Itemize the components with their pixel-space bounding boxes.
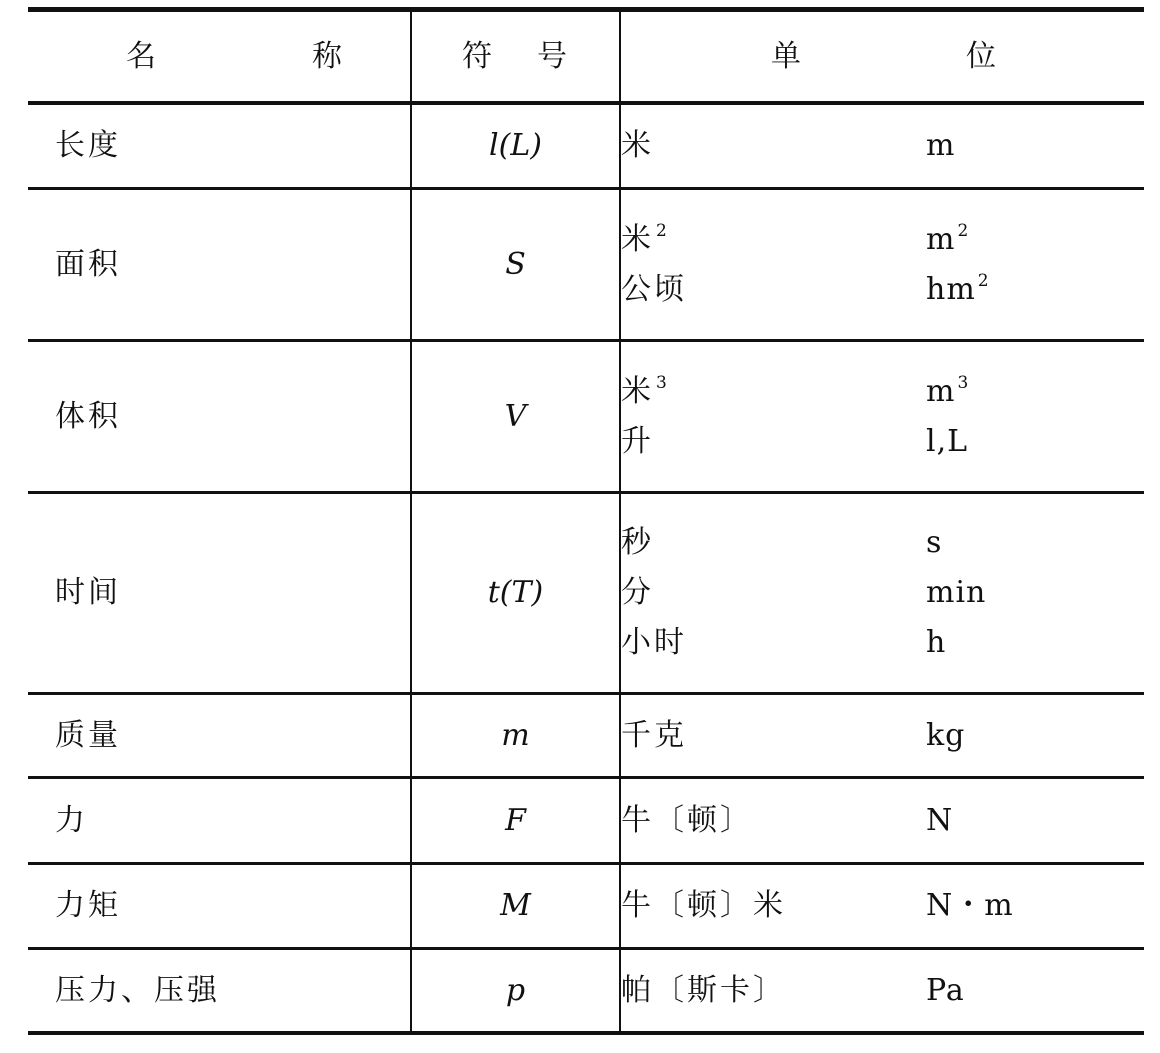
table-row xyxy=(28,949,1144,1034)
unit-symbol-text: s xyxy=(926,525,943,560)
table-row xyxy=(28,864,1144,949)
quantity-name-cell xyxy=(28,949,411,1034)
table-row xyxy=(28,493,1144,694)
unit-symbol-text: m xyxy=(926,128,956,163)
unit-cell xyxy=(620,949,1144,1034)
unit-symbol-text: hm xyxy=(926,271,976,307)
unit-cell xyxy=(620,778,1144,864)
quantity-symbol-cell xyxy=(411,778,620,864)
unit-symbol xyxy=(926,518,942,568)
quantity-symbol-cell xyxy=(411,103,620,189)
unit-symbol-text: N xyxy=(926,802,954,838)
quantity-name: 长度 xyxy=(55,128,121,163)
unit-cell xyxy=(620,103,1144,189)
unit-symbol xyxy=(926,711,965,761)
quantity-symbol-cell xyxy=(411,189,620,341)
quantity-name-cell xyxy=(28,778,411,864)
unit-chinese-name xyxy=(621,796,926,846)
unit-symbol xyxy=(926,881,1014,931)
unit-chinese-name xyxy=(621,121,926,171)
unit-chinese-text: 分 xyxy=(621,575,654,610)
quantity-name-cell xyxy=(28,694,411,778)
quantity-name: 力 xyxy=(55,802,88,838)
unit-symbol-text: h xyxy=(926,625,947,660)
unit-cell xyxy=(620,189,1144,341)
table-body xyxy=(28,103,1144,1033)
unit-line xyxy=(621,618,1144,668)
quantity-symbol-cell xyxy=(411,864,620,949)
unit-chinese-name xyxy=(621,711,926,761)
quantity-name-cell xyxy=(28,493,411,694)
unit-chinese-text: 米 xyxy=(621,221,654,257)
header-unit-char: 位 xyxy=(966,38,996,74)
quantity-name: 时间 xyxy=(55,575,121,610)
unit-symbol xyxy=(926,618,946,668)
unit-line xyxy=(621,518,1144,568)
unit-chinese-name xyxy=(621,568,926,618)
quantity-name-cell xyxy=(28,341,411,493)
table-row xyxy=(28,341,1144,493)
quantity-name: 压力、压强 xyxy=(55,972,220,1008)
unit-line xyxy=(621,568,1144,618)
unit-chinese-text: 牛〔顿〕米 xyxy=(621,888,786,923)
unit-symbol xyxy=(926,966,965,1016)
quantity-symbol: F xyxy=(505,802,526,838)
unit-symbol-text: m xyxy=(926,373,956,409)
quantity-name: 面积 xyxy=(55,246,121,282)
quantity-symbol-cell xyxy=(411,341,620,493)
unit-line xyxy=(621,966,1144,1016)
table-row xyxy=(28,103,1144,189)
header-name-cell xyxy=(28,10,411,104)
quantity-symbol-cell xyxy=(411,949,620,1034)
unit-line xyxy=(621,121,1144,171)
unit-chinese-name xyxy=(621,618,926,668)
unit-symbol-text: m xyxy=(926,221,956,257)
unit-symbol xyxy=(926,367,969,417)
unit-chinese-exponent: 2 xyxy=(656,220,670,241)
quantity-name: 体积 xyxy=(55,398,121,434)
unit-symbol xyxy=(926,215,969,265)
unit-chinese-name xyxy=(621,215,926,265)
quantity-symbol: S xyxy=(505,246,526,282)
quantity-symbol: p xyxy=(505,972,526,1008)
unit-chinese-text: 牛〔顿〕 xyxy=(621,802,753,838)
unit-symbol-text: l,L xyxy=(926,423,969,459)
unit-cell xyxy=(620,694,1144,778)
unit-chinese-text: 公顷 xyxy=(621,271,687,307)
unit-symbol xyxy=(926,568,986,618)
unit-chinese-name xyxy=(621,265,926,315)
quantity-symbol: V xyxy=(504,398,527,434)
header-symbol-char: 符 xyxy=(462,38,492,74)
quantity-name-cell xyxy=(28,103,411,189)
unit-symbol xyxy=(926,417,968,467)
units-table xyxy=(28,7,1144,1035)
quantity-symbol-cell xyxy=(411,493,620,694)
unit-line xyxy=(621,265,1144,315)
unit-line xyxy=(621,215,1144,265)
unit-chinese-exponent: 3 xyxy=(656,372,670,393)
quantity-symbol: t(T) xyxy=(487,575,544,610)
unit-symbol-text: min xyxy=(926,575,987,610)
quantity-name: 质量 xyxy=(55,717,121,753)
unit-symbol xyxy=(926,265,990,315)
unit-symbol-exponent: 3 xyxy=(957,372,970,393)
table-row xyxy=(28,778,1144,864)
unit-line xyxy=(621,711,1144,761)
unit-chinese-name xyxy=(621,518,926,568)
unit-chinese-text: 帕〔斯卡〕 xyxy=(621,972,786,1008)
unit-symbol xyxy=(926,121,955,171)
unit-symbol-text: N・m xyxy=(926,888,1014,923)
header-name-char: 称 xyxy=(312,38,342,74)
header-row xyxy=(28,10,1144,104)
header-symbol-cell xyxy=(411,10,620,104)
header-unit-char: 单 xyxy=(771,38,801,74)
unit-chinese-text: 米 xyxy=(621,373,654,409)
header-symbol-char: 号 xyxy=(537,38,567,74)
table-row xyxy=(28,189,1144,341)
unit-chinese-name xyxy=(621,966,926,1016)
unit-cell xyxy=(620,864,1144,949)
quantity-symbol: m xyxy=(501,717,530,753)
unit-chinese-name xyxy=(621,417,926,467)
header-unit-cell xyxy=(620,10,1144,104)
quantity-symbol: M xyxy=(500,888,531,923)
unit-symbol-text: Pa xyxy=(926,972,965,1008)
unit-symbol-text: kg xyxy=(926,717,966,753)
unit-chinese-text: 米 xyxy=(621,128,654,163)
unit-line xyxy=(621,417,1144,467)
quantity-symbol: l(L) xyxy=(489,128,542,163)
unit-symbol-exponent: 2 xyxy=(977,270,990,291)
header-name-char: 名 xyxy=(126,38,156,74)
unit-line xyxy=(621,881,1144,931)
unit-chinese-text: 小时 xyxy=(621,625,687,660)
unit-symbol-exponent: 2 xyxy=(957,220,970,241)
quantity-name: 力矩 xyxy=(55,888,121,923)
quantity-symbol-cell xyxy=(411,694,620,778)
unit-cell xyxy=(620,493,1144,694)
unit-chinese-name xyxy=(621,881,926,931)
unit-chinese-text: 秒 xyxy=(621,525,654,560)
unit-symbol xyxy=(926,796,953,846)
unit-chinese-name xyxy=(621,367,926,417)
unit-line xyxy=(621,796,1144,846)
unit-chinese-text: 升 xyxy=(621,423,654,459)
quantity-name-cell xyxy=(28,189,411,341)
unit-line xyxy=(621,367,1144,417)
unit-chinese-text: 千克 xyxy=(621,717,687,753)
table-row xyxy=(28,694,1144,778)
unit-cell xyxy=(620,341,1144,493)
quantity-name-cell xyxy=(28,864,411,949)
